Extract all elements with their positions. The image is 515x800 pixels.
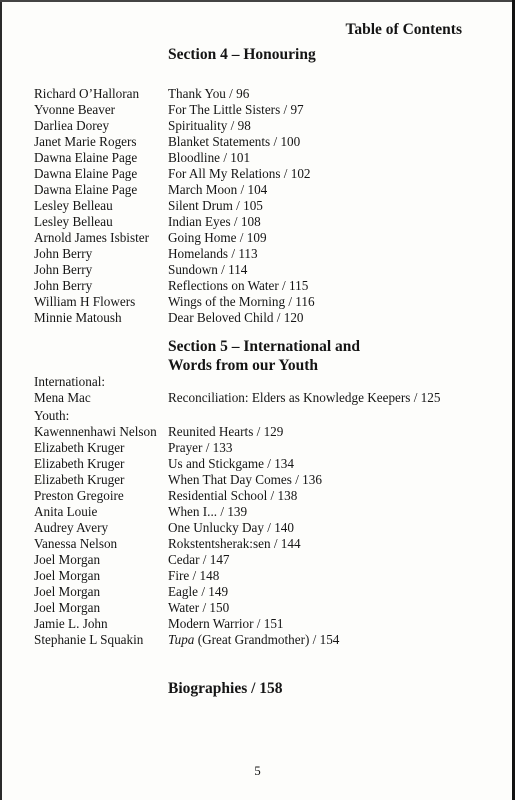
entry-title: Bloodline / 101 (168, 150, 251, 165)
entry-title: When That Day Comes / 136 (168, 472, 322, 487)
entry-author: Yvonne Beaver (34, 102, 116, 117)
entry-author: Dawna Elaine Page (34, 166, 138, 181)
entry-author: Jamie L. John (34, 616, 108, 631)
running-head: Table of Contents (345, 21, 462, 38)
entry-author: Joel Morgan (34, 568, 101, 583)
entry-title: Thank You / 96 (168, 86, 250, 101)
entry-title: Modern Warrior / 151 (168, 616, 284, 631)
entry-title (168, 632, 339, 648)
entry-author: Preston Gregoire (34, 488, 124, 503)
entry-title: Silent Drum / 105 (168, 198, 263, 213)
page-top-edge (0, 0, 515, 2)
entry-author: John Berry (34, 262, 93, 277)
entry-title: Spirituality / 98 (168, 118, 251, 133)
entry-author: Stephanie L Squakin (34, 632, 144, 647)
entry-author: Vanessa Nelson (34, 536, 118, 551)
entry-title: Rokstentsherak:sen / 144 (168, 536, 301, 551)
section-5-heading-line-1: Section 5 – International and (168, 338, 361, 355)
page-number: 5 (254, 763, 261, 778)
entry-title: Fire / 148 (168, 568, 220, 583)
entry-author: Mena Mac (34, 390, 91, 405)
entry-author: Elizabeth Kruger (34, 440, 125, 455)
entry-title: Wings of the Morning / 116 (168, 294, 315, 309)
entry-title: One Unlucky Day / 140 (168, 520, 294, 535)
biographies-heading: Biographies / 158 (168, 680, 283, 697)
entry-author: Joel Morgan (34, 600, 101, 615)
entry-title: March Moon / 104 (168, 182, 268, 197)
entry-author: Dawna Elaine Page (34, 182, 138, 197)
entry-author: Lesley Belleau (34, 214, 113, 229)
entry-title: Sundown / 114 (168, 262, 248, 277)
entry-title-italic: Tupa (168, 632, 195, 647)
entry-author: Richard O’Halloran (34, 86, 140, 101)
entry-author: Lesley Belleau (34, 198, 113, 213)
entry-author: Dawna Elaine Page (34, 150, 138, 165)
entry-title: Prayer / 133 (168, 440, 233, 455)
entry-author: Joel Morgan (34, 584, 101, 599)
entry-author: Elizabeth Kruger (34, 456, 125, 471)
entry-author: Darliea Dorey (34, 118, 110, 133)
entry-author: William H Flowers (34, 294, 136, 309)
section-5-heading (168, 337, 360, 375)
entry-title-rest: (Great Grandmother) / 154 (194, 632, 340, 647)
entry-title: Cedar / 147 (168, 552, 230, 567)
entry-title: Dear Beloved Child / 120 (168, 310, 304, 325)
entry-title: Reunited Hearts / 129 (168, 424, 284, 439)
entry-author: Elizabeth Kruger (34, 472, 125, 487)
entry-title: Eagle / 149 (168, 584, 229, 599)
entry-title: Indian Eyes / 108 (168, 214, 261, 229)
entry-author: Arnold James Isbister (34, 230, 150, 245)
entry-author: Janet Marie Rogers (34, 134, 137, 149)
entry-title: Going Home / 109 (168, 230, 267, 245)
youth-label: Youth: (34, 408, 70, 423)
entry-title: For All My Relations / 102 (168, 166, 311, 181)
entry-title: Reconciliation: Elders as Knowledge Keepers / 125 (168, 390, 441, 405)
page-left-edge (0, 0, 2, 800)
entry-author: Audrey Avery (34, 520, 109, 535)
entry-author: Minnie Matoush (34, 310, 122, 325)
entry-author: Joel Morgan (34, 552, 101, 567)
entry-author: Kawennenhawi Nelson (34, 424, 157, 439)
section-4-heading: Section 4 – Honouring (168, 46, 316, 63)
entry-title: Homelands / 113 (168, 246, 258, 261)
entry-title: Reflections on Water / 115 (168, 278, 309, 293)
entry-title: Us and Stickgame / 134 (168, 456, 294, 471)
entry-title: Blanket Statements / 100 (168, 134, 301, 149)
entry-author: John Berry (34, 278, 93, 293)
entry-author: John Berry (34, 246, 93, 261)
section-5-heading-line-2: Words from our Youth (168, 357, 318, 374)
entry-title: When I... / 139 (168, 504, 248, 519)
entry-title: Residential School / 138 (168, 488, 298, 503)
entry-author: Anita Louie (34, 504, 98, 519)
entry-title: For The Little Sisters / 97 (168, 102, 304, 117)
international-label: International: (34, 374, 106, 389)
entry-title: Water / 150 (168, 600, 230, 615)
